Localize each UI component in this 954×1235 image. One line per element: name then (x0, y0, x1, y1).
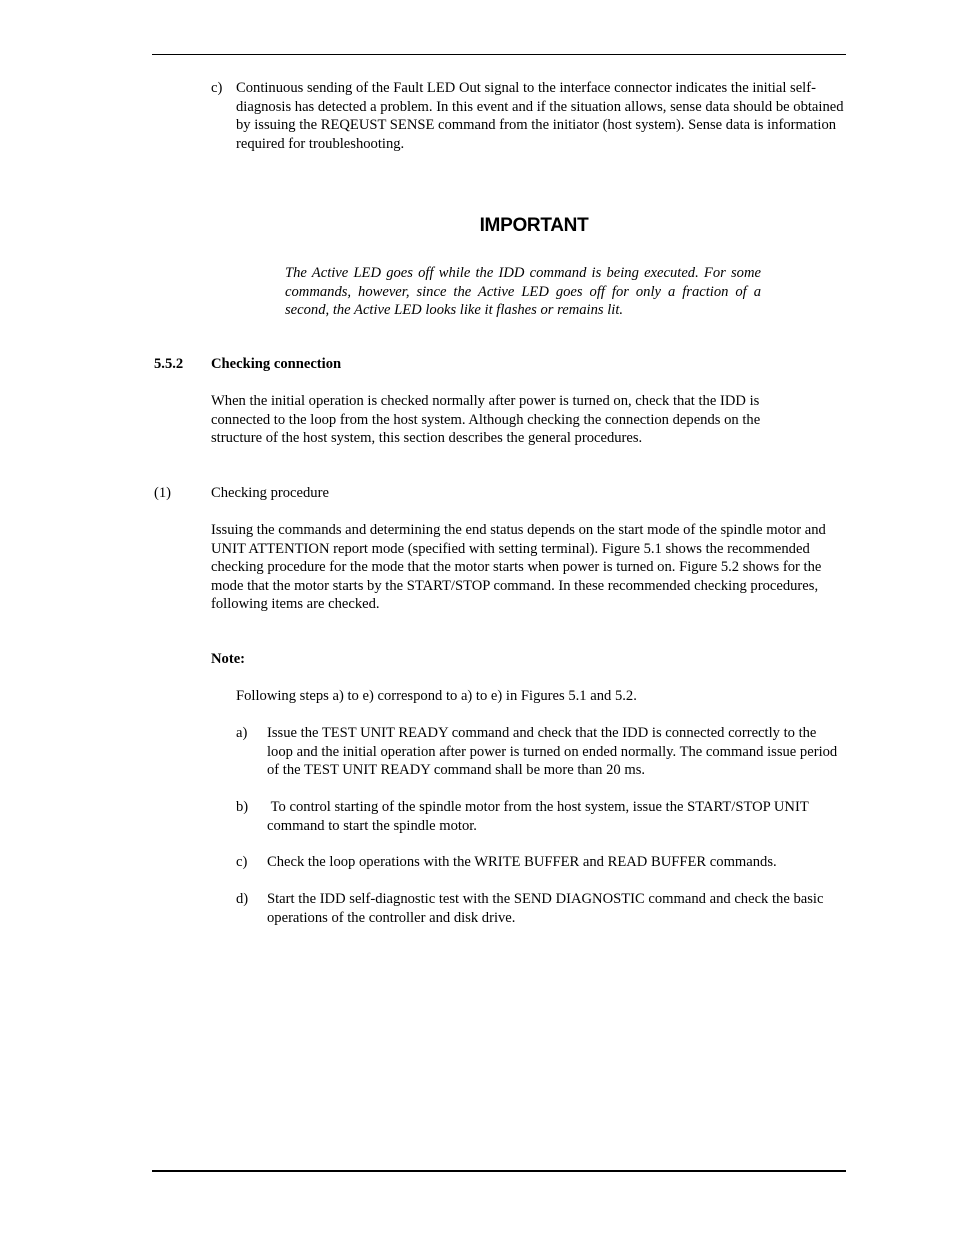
note-text: Following steps a) to e) correspond to a) to e) in Figures 5.1 and 5.2. (236, 688, 637, 704)
header-rule (152, 54, 846, 55)
procedure-number: (1) (154, 485, 172, 501)
footer-rule (152, 1170, 846, 1172)
note-item-b-marker: b) (236, 799, 249, 815)
section-intro: When the initial operation is checked normally after power is turned on, check that the IDD is connected to the loop from the host system. Although checking the connection depends on the structure of the host system, this section describes the general procedures. (211, 393, 761, 446)
note-item-c-marker: c) (236, 854, 248, 870)
procedure-text: Issuing the commands and determining the end status depends on the start mode of the spindle motor and UNIT ATTENTION report mode (specified with setting terminal). Figure 5.1 shows the recommended checking procedure for the mode that the motor starts when power is turned on. Figure 5.2 shows for the mode that the motor starts by the START/STOP command. In these recommended checking procedures, following items are checked. (211, 522, 826, 612)
item-c-text: Continuous sending of the Fault LED Out signal to the interface connector indicates the initial self-diagnosis has detected a problem. In this event and if the situation allows, sense data should be obtained by issuing the REQEUST SENSE command from the initiator (host system). Sense data is information required for troubleshooting. (236, 80, 844, 152)
item-c-marker: c) (211, 80, 223, 96)
note-item-d-marker: d) (236, 891, 249, 907)
procedure-title: Checking procedure (211, 485, 329, 501)
note-item-c-text: Check the loop operations with the WRITE BUFFER and READ BUFFER commands. (267, 854, 777, 870)
note-item-d-text: Start the IDD self-diagnostic test with the SEND DIAGNOSTIC command and check the basic operations of the controller and disk drive. (267, 891, 824, 926)
note-label: Note: (211, 651, 246, 667)
important-text: The Active LED goes off while the IDD command is being executed. For some commands, however, since the Active LED goes off for only a fraction of a second, the Active LED looks like it flashes or remains lit. (285, 265, 761, 318)
important-title: IMPORTANT (479, 215, 589, 236)
note-item-b-text: To control starting of the spindle motor from the host system, issue the START/STOP UNIT command to start the spindle motor. (267, 799, 813, 834)
section-number: 5.5.2 (154, 356, 184, 372)
note-item-a-text: Issue the TEST UNIT READY command and check that the IDD is connected correctly to the loop and the initial operation after power is turned on ended normally. The command issue period of the TEST UNIT READY command shall be more than 20 ms. (267, 725, 838, 778)
note-item-a-marker: a) (236, 725, 248, 741)
section-title: Checking connection (211, 356, 342, 372)
